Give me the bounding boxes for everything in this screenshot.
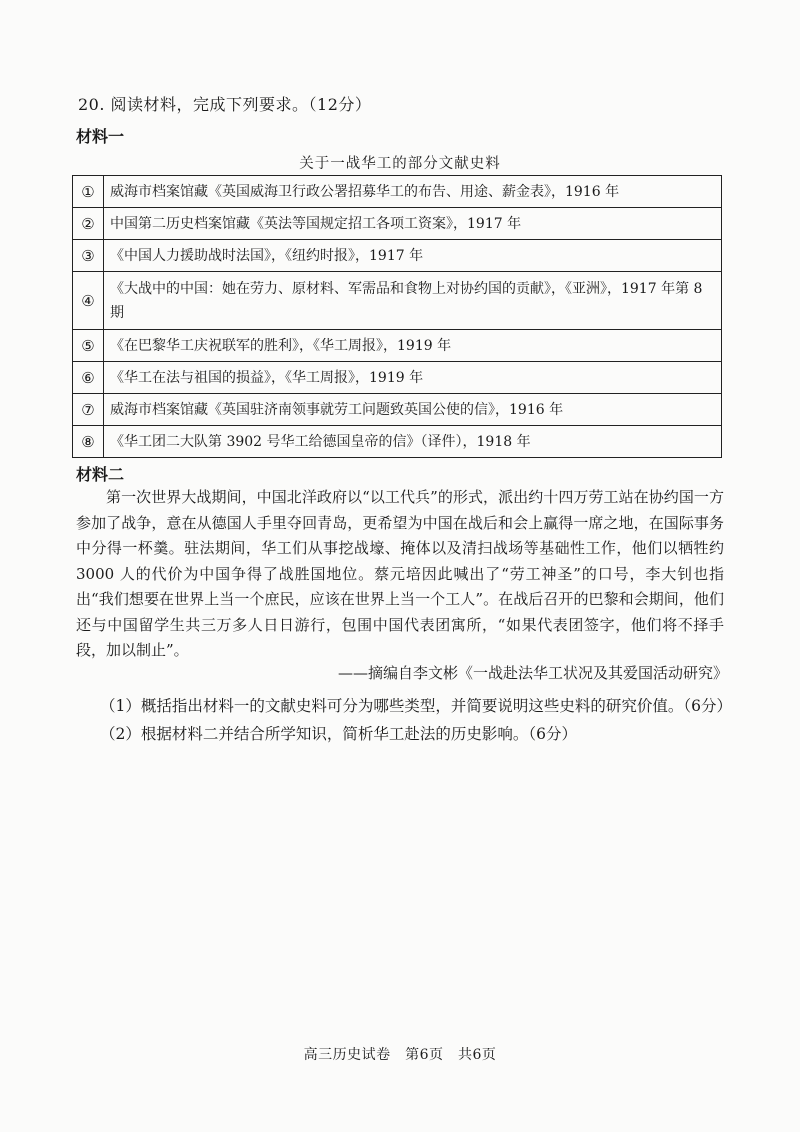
sub-question-2: （2）根据材料二并结合所学知识，简析华工赴法的历史影响。（6分） — [100, 725, 577, 743]
row-number: ③ — [73, 240, 104, 272]
passage-paragraph: 第一次世界大战期间，中国北洋政府以“以工代兵”的形式，派出约十四万劳工站在协约国一方参加了战争，意在从德国人手里夺回青岛，更希望为中国在战后和会上赢得一席之地，在国际事务中分得一杯羹。驻法期间，华工们从事挖战壕、掩体以及清扫战场等基础性工作，他们以牺牲约 3000 人的代价为中国争得了战胜国地位。蔡元培因此喊出了“劳工神圣”的口号，李大钊也指出“我们想要在世界上当一个庶民，应该在世界上当一个工人”。在战后召开的巴黎和会期间，他们还与中国留学生共三万多人日日游行，包围中国代表团寓所，“如果代表团签字，他们将不择手段，加以制止”。 — [76, 488, 724, 659]
row-text: 威海市档案馆藏《英国威海卫行政公署招募华工的布告、用途、薪金表》，1916 年 — [104, 176, 722, 208]
table-row — [73, 208, 722, 240]
row-number: ⑥ — [73, 362, 104, 394]
row-text: 中国第二历史档案馆藏《英法等国规定招工各项工资案》，1917 年 — [104, 208, 722, 240]
table-row — [73, 426, 722, 458]
row-number: ② — [73, 208, 104, 240]
row-text: 《中国人力援助战时法国》，《纽约时报》，1917 年 — [104, 240, 722, 272]
table-row — [73, 272, 722, 330]
row-number: ④ — [73, 272, 104, 330]
table-row — [73, 330, 722, 362]
row-text: 《华工团二大队第 3902 号华工给德国皇帝的信》（译件），1918 年 — [104, 426, 722, 458]
table-row — [73, 394, 722, 426]
page-footer: 高三历史试卷 第6页 共6页 — [303, 1047, 497, 1063]
row-text: 《大战中的中国：她在劳力、原材料、军需品和食物上对协约国的贡献》，《亚洲》，1917 年第 8 期 — [104, 272, 722, 330]
row-number: ⑤ — [73, 330, 104, 362]
table-caption: 关于一战华工的部分文献史料 — [299, 156, 501, 172]
material-one-label: 材料一 — [76, 127, 125, 146]
material-two-passage — [76, 485, 724, 664]
row-text: 威海市档案馆藏《英国驻济南领事就劳工问题致英国公使的信》，1916 年 — [104, 394, 722, 426]
row-number: ⑦ — [73, 394, 104, 426]
question-title: 20. 阅读材料，完成下列要求。（12分） — [78, 95, 372, 114]
documents-table — [72, 175, 722, 458]
row-text: 《在巴黎华工庆祝联军的胜利》，《华工周报》，1919 年 — [104, 330, 722, 362]
table-row — [73, 362, 722, 394]
table-row — [73, 176, 722, 208]
row-number: ① — [73, 176, 104, 208]
table-row — [73, 240, 722, 272]
row-number: ⑧ — [73, 426, 104, 458]
sub-question-1: （1）概括指出材料一的文献史料可分为哪些类型，并简要说明这些史料的研究价值。（6分） — [100, 697, 732, 715]
material-two-label: 材料二 — [76, 465, 125, 484]
passage-source: ——摘编自李文彬《一战赴法华工状况及其爱国活动研究》 — [337, 664, 728, 682]
row-text: 《华工在法与祖国的损益》，《华工周报》，1919 年 — [104, 362, 722, 394]
